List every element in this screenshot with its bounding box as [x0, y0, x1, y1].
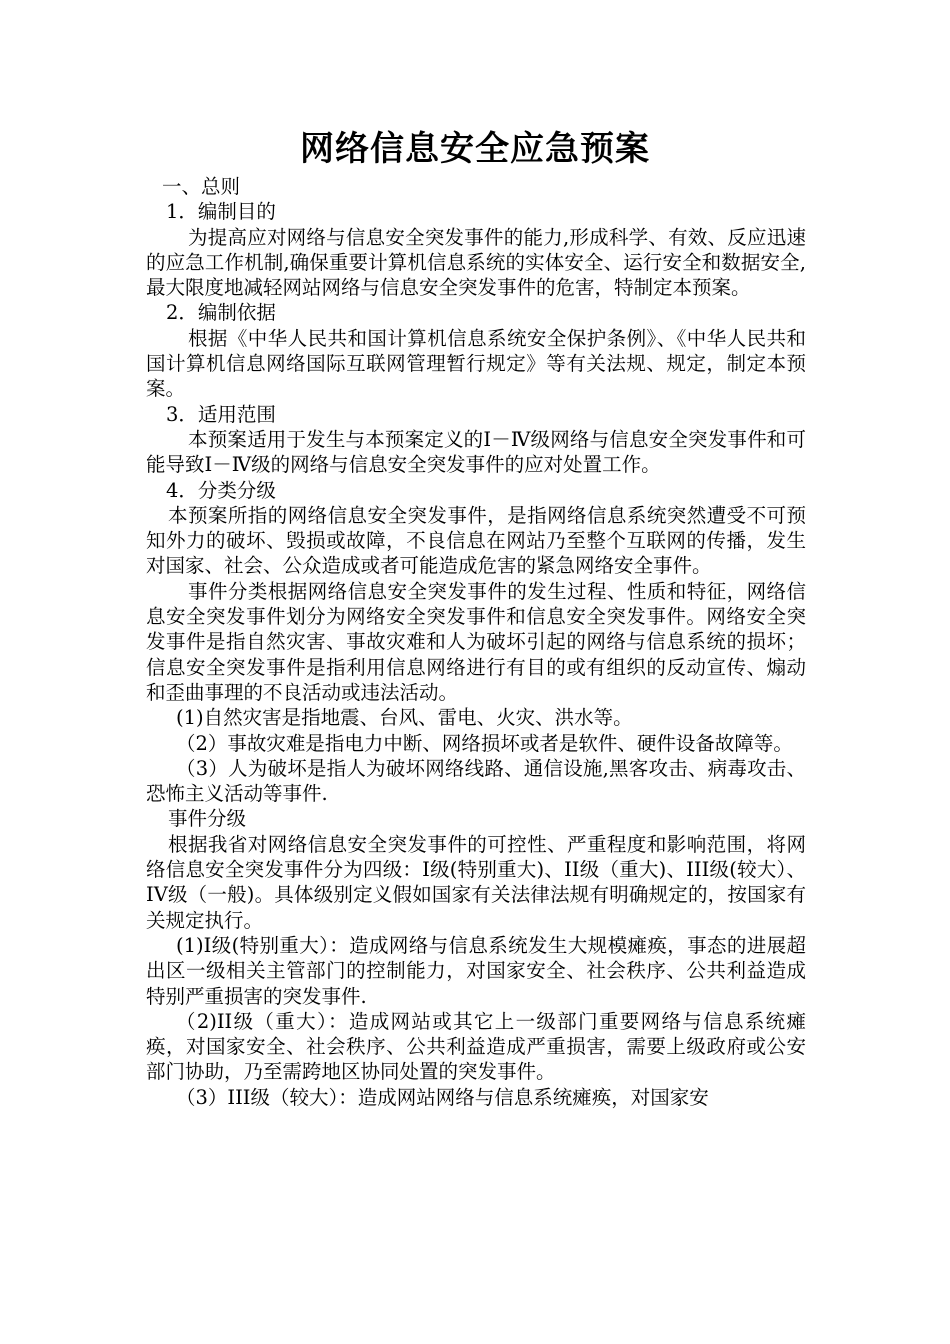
document-body: [146, 174, 806, 1110]
paragraph: 本预案适用于发生与本预案定义的Ⅰ－Ⅳ级网络与信息安全突发事件和可能导致Ⅰ－Ⅳ级的网络与信息安全突发事件的应对处置工作。: [146, 427, 806, 477]
document-title: 网络信息安全应急预案: [300, 129, 650, 169]
subsection-heading: 1．编制目的: [166, 200, 276, 224]
subsection-heading: 事件分级: [168, 807, 247, 831]
section-heading: 一、总则: [162, 175, 241, 198]
paragraph: 为提高应对网络与信息安全突发事件的能力,形成科学、有效、反应迅速的应急工作机制,确保重要计算机信息系统的实体安全、运行安全和数据安全,最大限度地减轻网站网络与信息安全突发事件的危害，特制定本预案。: [146, 225, 806, 300]
subsection-heading: 4．分类分级: [166, 478, 276, 502]
list-item: （2)II级（重大）：造成网站或其它上一级部门重要网络与信息系统瘫痪，对国家安全、社会秩序、公共利益造成严重损害，需要上级政府或公安部门协助，乃至需跨地区协同处置的突发事件。: [146, 1009, 806, 1084]
list-item: (1)自然灾害是指地震、台风、雷电、火灾、洪水等。: [176, 706, 633, 730]
subsection-heading: 3．适用范围: [166, 402, 276, 426]
paragraph: 根据《中华人民共和国计算机信息系统安全保护条例》、《中华人民共和国计算机信息网络国际互联网管理暂行规定》等有关法规、规定，制定本预案。: [146, 326, 806, 401]
subsection-heading: 2．编制依据: [166, 301, 276, 325]
list-item: （3）人为破坏是指人为破坏网络线路、通信设施,黑客攻击、病毒攻击、恐怖主义活动等事件.: [146, 756, 806, 806]
list-item: （2）事故灾难是指电力中断、网络损坏或者是软件、硬件设备故障等。: [176, 731, 793, 755]
paragraph: 事件分类根据网络信息安全突发事件的发生过程、性质和特征，网络信息安全突发事件划分为网络安全突发事件和信息安全突发事件。网络安全突发事件是指自然灾害、事故灾难和人为破坏引起的网络与信息系统的损坏；信息安全突发事件是指利用信息网络进行有目的或有组织的反动宣传、煽动和歪曲事理的不良活动或违法活动。: [146, 579, 806, 704]
list-item: (1)I级(特别重大）：造成网络与信息系统发生大规模瘫痪，事态的进展超出区一级相关主管部门的控制能力，对国家安全、社会秩序、公共利益造成特别严重损害的突发事件.: [146, 933, 806, 1008]
list-item: （3）III级（较大）：造成网站网络与信息系统瘫痪，对国家安: [176, 1085, 709, 1109]
paragraph: 根据我省对网络信息安全突发事件的可控性、严重程度和影响范围，将网络信息安全突发事件分为四级：I级(特别重大)、II级（重大)、III级(较大）、IV级（一般)。具体级别定义假如国家有关法律法规有明确规定的，按国家有关规定执行。: [146, 832, 806, 932]
paragraph: 本预案所指的网络信息安全突发事件，是指网络信息系统突然遭受不可预知外力的破坏、毁损或故障，不良信息在网站乃至整个互联网的传播，发生对国家、社会、公众造成或者可能造成危害的紧急网络安全事件。: [146, 503, 806, 578]
